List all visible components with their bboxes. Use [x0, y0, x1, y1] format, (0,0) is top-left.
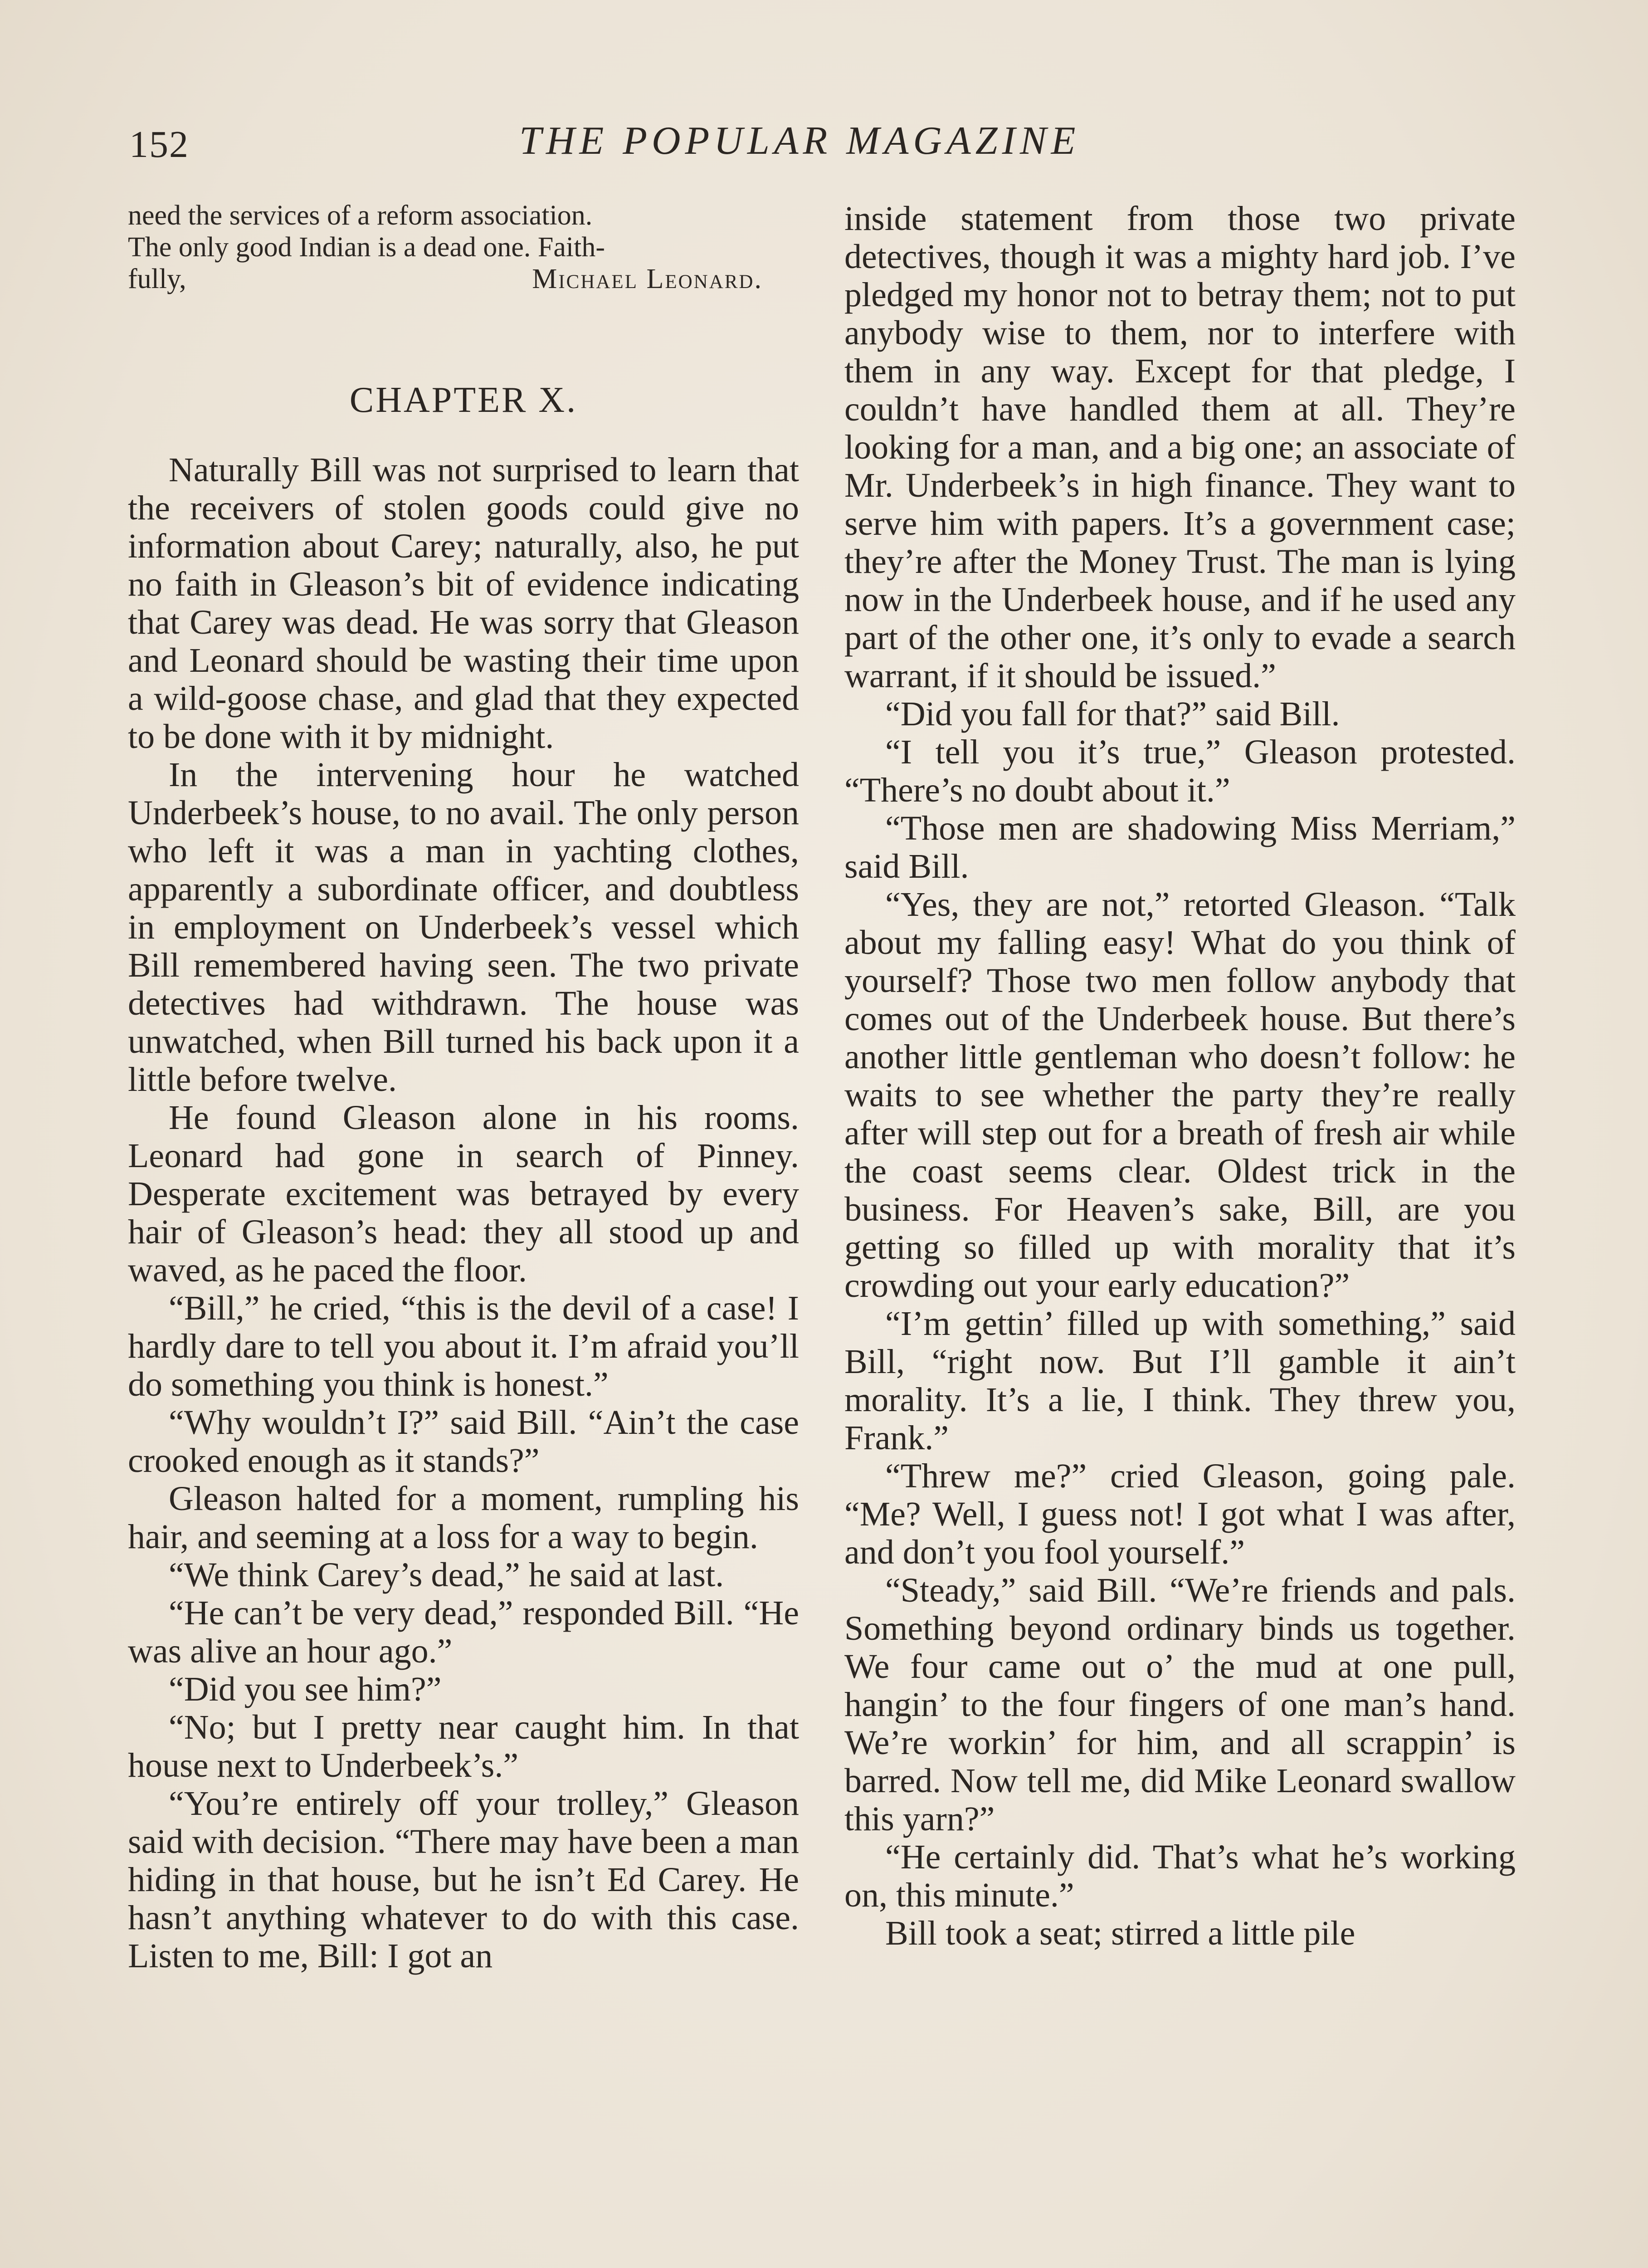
letter-closing-line — [128, 263, 799, 295]
paragraph: “Did you see him?” — [169, 1670, 442, 1708]
letter-line-2: The only good Indian is a dead one. Faith- — [128, 232, 605, 263]
paragraph: Naturally Bill was not surprised to learn that the receivers of stolen goods could give no information about Carey; naturally, also, he put no faith in Gleason’s bit of evidence indicating that Carey was dead. He was sorry that Gleason and Leonard should be wasting their time upon a wild-goose chase, and glad that they expected to be done with it by midnight. — [128, 451, 799, 756]
letter-closing: fully, — [128, 264, 186, 294]
running-title: THE POPULAR MAGAZINE — [519, 119, 1080, 163]
paragraph: “Bill,” he cried, “this is the devil of a case! I hardly dare to tell you about it. I’m afraid you’ll do something you think is honest.” — [128, 1289, 799, 1403]
paragraph: “He certainly did. That’s what he’s working on, this minute.” — [844, 1838, 1516, 1914]
page-header — [129, 113, 1521, 172]
paragraph: “Yes, they are not,” retorted Gleason. “Talk about my falling easy! What do you think of yourself? Those two men follow anybody that comes out of the Underbeek house. But there’s another little gentleman who doesn’t follow: he waits to see whether the party they’re really after will step out for a breath of fresh air while the coast seems clear. Oldest trick in the business. For Heaven’s sake, Bill, are you getting so filled up with morality that it’s crowding out your early education?” — [844, 885, 1516, 1305]
paragraph: “He can’t be very dead,” responded Bill. “He was alive an hour ago.” — [128, 1594, 799, 1670]
paragraph: Bill took a seat; stirred a little pile — [885, 1914, 1355, 1952]
letter-signature: Michael Leonard. — [532, 264, 763, 294]
paragraph: “I’m gettin’ filled up with something,” said Bill, “right now. But I’ll gamble it ain’t morality. It’s a lie, I think. They threw you, Frank.” — [844, 1305, 1516, 1457]
chapter-heading: CHAPTER X. — [349, 380, 578, 420]
paragraph: “Did you fall for that?” said Bill. — [885, 695, 1340, 733]
left-column — [128, 200, 799, 1975]
paragraph: “I tell you it’s true,” Gleason protested. “There’s no doubt about it.” — [844, 733, 1516, 809]
paragraph: In the intervening hour he watched Underbeek’s house, to no avail. The only person who left it was a man in yachting clothes, apparently a subordinate officer, and doubtless in employment on Underbeek’s vessel which Bill remembered having seen. The two private detectives had withdrawn. The house was unwatched, when Bill turned his back upon it a little before twelve. — [128, 756, 799, 1099]
paragraph: Gleason halted for a moment, rumpling his hair, and seeming at a loss for a way to begin. — [128, 1480, 799, 1556]
paragraph: “No; but I pretty near caught him. In that house next to Underbeek’s.” — [128, 1708, 799, 1784]
letter-line-1: need the services of a reform association. — [128, 200, 593, 231]
paragraph: He found Gleason alone in his rooms. Leonard had gone in search of Pinney. Desperate excitement was betrayed by every hair of Gleason’s head: they all stood up and waved, as he paced the floor. — [128, 1099, 799, 1289]
paragraph: “We think Carey’s dead,” he said at last. — [169, 1556, 724, 1594]
paragraph: “Why wouldn’t I?” said Bill. “Ain’t the case crooked enough as it stands?” — [128, 1403, 799, 1480]
paragraph: “You’re entirely off your trolley,” Gleason said with decision. “There may have been a man hiding in that house, but he isn’t Ed Carey. He hasn’t anything whatever to do with this case. Listen to me, Bill: I got an — [128, 1784, 799, 1975]
paragraph: “Steady,” said Bill. “We’re friends and pals. Something beyond ordinary binds us together. We four came out o’ the mud at one pull, hangin’ to the four fingers of one man’s hand. We’re workin’ for him, and all scrappin’ is barred. Now tell me, did Mike Leonard swallow this yarn?” — [844, 1571, 1516, 1838]
paragraph: “Those men are shadowing Miss Merriam,” said Bill. — [844, 809, 1516, 885]
paragraph: “Threw me?” cried Gleason, going pale. “Me? Well, I guess not! I got what I was after, and don’t you fool yourself.” — [844, 1457, 1516, 1571]
paragraph-continuation: inside statement from those two private detectives, though it was a mighty hard job. I’ve pledged my honor not to betray them; not to put anybody wise to them, nor to interfere with them in any way. Except for that pledge, I couldn’t have handled them at all. They’re looking for a man, and a big one; an associate of Mr. Underbeek’s in high finance. They want to serve him with papers. It’s a government case; they’re after the Money Trust. The man is lying now in the Underbeek house, and if he used any part of the other one, it’s only to evade a search warrant, if it should be issued.” — [844, 200, 1516, 695]
page-number: 152 — [129, 123, 189, 166]
right-column — [844, 200, 1516, 1952]
